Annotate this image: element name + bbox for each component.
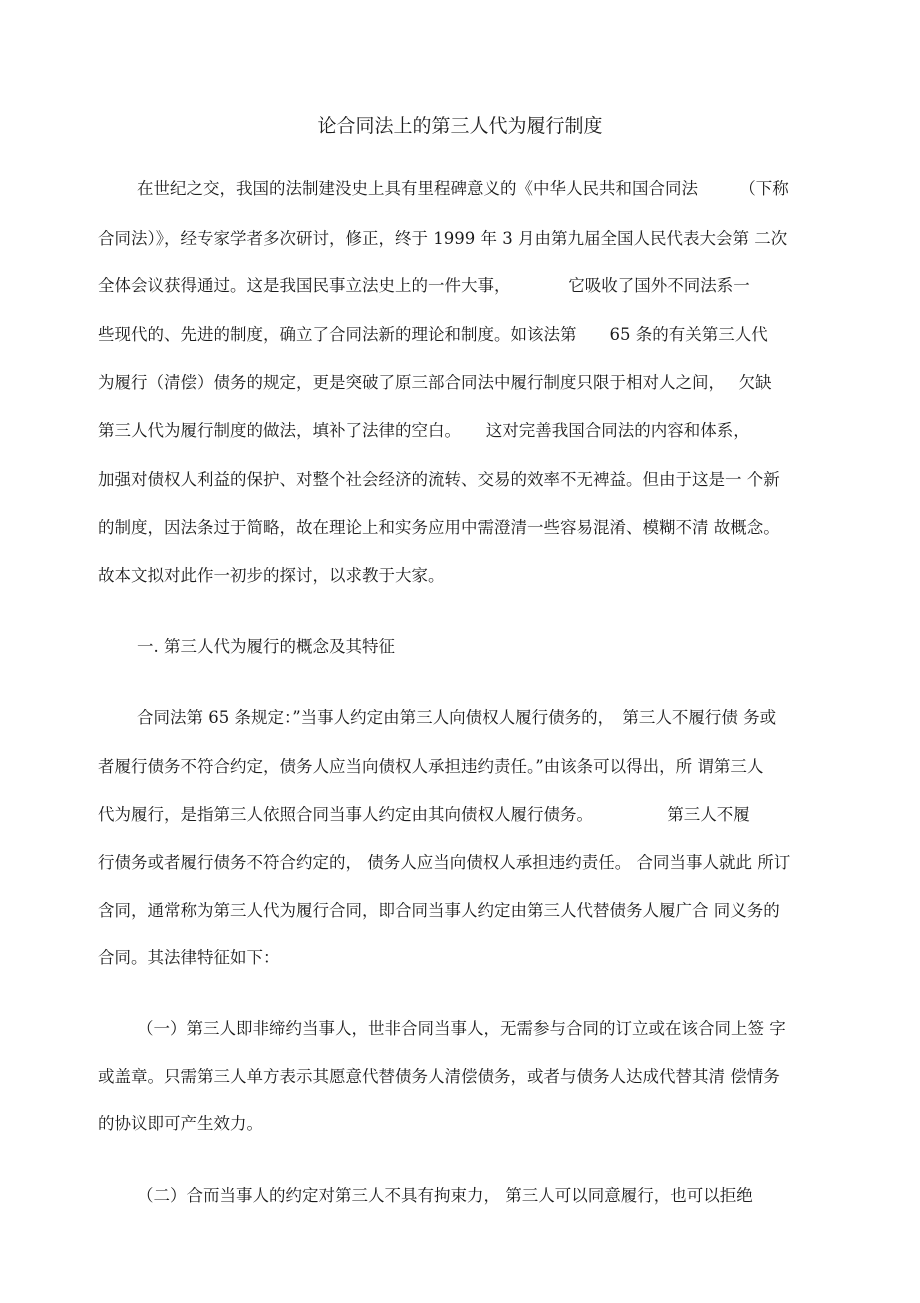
- paragraph-line: 或盖章。只需第三人单方表示其愿意代替债务人清偿债务，或者与债务人达成代替其清 偿情务: [98, 1067, 780, 1086]
- paragraph-line: 故本文拟对此作一初步的探讨，以求教于大家。: [98, 566, 445, 585]
- paragraph-line: 加强对债权人利益的保护、对整个社会经济的流转、交易的效率不无裨益。但由于这是一 个新: [98, 470, 780, 489]
- paragraph-line: 第三人代为履行制度的做法，填补了法律的空白。 这对完善我国合同法的内容和体系，: [98, 421, 750, 440]
- paragraph-line: 行债务或者履行债务不符合约定的， 债务人应当向债权人承担违约责任。 合同当事人就此 所订: [98, 853, 791, 872]
- paragraph-line: 代为履行，是指第三人依照合同当事人约定由其向债权人履行债务。 第三人不履: [98, 805, 750, 824]
- paragraph-line: 些现代的、先进的制度，确立了合同法新的理论和制度。如该法第 65 条的有关第三人代: [98, 325, 768, 344]
- paragraph-line: 合同。其法律特征如下：: [98, 948, 280, 967]
- paragraph-line: 的协议即可产生效力。: [98, 1114, 263, 1133]
- paragraph-line: 合同法）》，经专家学者多次研讨，修正，终于 1999 年 3 月由第九届全国人民代表大会第 二次: [98, 229, 788, 248]
- document-title: 论合同法上的第三人代为履行制度: [317, 115, 603, 137]
- paragraph-line: 在世纪之交，我国的法制建没史上具有里程碑意义的《中华人民共和国合同法 （下称: [137, 179, 789, 198]
- section-heading: 一. 第三人代为履行的概念及其特征: [137, 637, 395, 656]
- paragraph-line: 含同，通常称为第三人代为履行合同，即合同当事人约定由第三人代替债务人履广合 同义务的: [98, 901, 780, 920]
- paragraph-line: 的制度，因法条过于简略，故在理论上和实务应用中需澄清一些容易混淆、模糊不清 故概念。: [98, 518, 780, 537]
- paragraph-line: 者履行债务不符合约定，债务人应当向债权人承担违约责任。”由该条可以得出，所 谓第三人: [98, 757, 764, 776]
- paragraph-line: 合同法第 65 条规定：”当事人约定由第三人向债权人履行债务的， 第三人不履行债 务或: [137, 708, 777, 727]
- paragraph-line: （一）第三人即非缔约当事人，世非合同当事人，无需参与合同的订立或在该合同上签 字: [137, 1019, 786, 1038]
- paragraph-line: （二）合而当事人的约定对第三人不具有拘束力， 第三人可以同意履行，也可以拒绝: [137, 1186, 753, 1205]
- paragraph-line: 全体会议获得通过。这是我国民事立法史上的一件大事， 它吸收了国外不同法系一: [98, 276, 750, 295]
- paragraph-line: 为履行（清偿）债务的规定，更是突破了原三部合同法中履行制度只限于相对人之间， 欠缺: [98, 373, 772, 392]
